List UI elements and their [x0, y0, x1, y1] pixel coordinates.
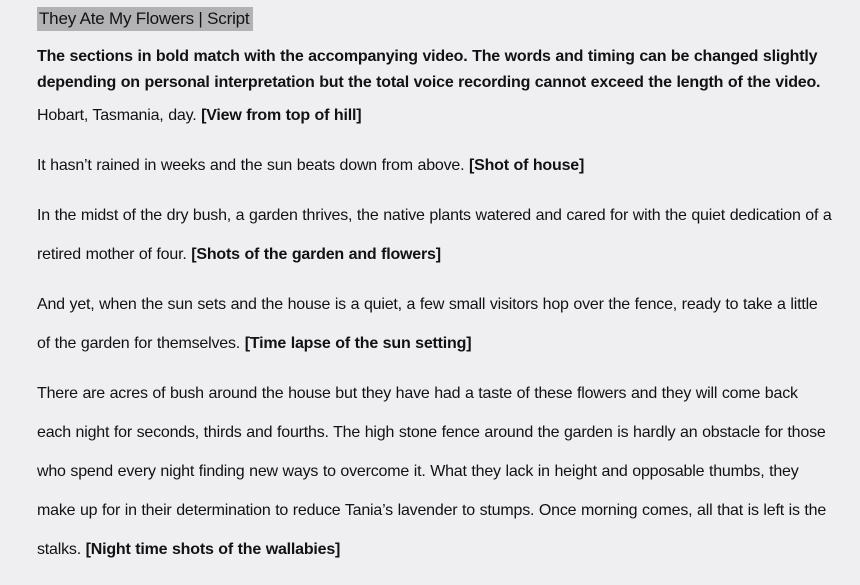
paragraph-script — [37, 285, 834, 363]
shot-direction-text: [View from top of hill] — [201, 107, 362, 124]
shot-direction-text: [Time lapse of the sun setting] — [244, 335, 472, 352]
shot-direction-text: [Shot of house] — [468, 157, 585, 174]
paragraph-script — [37, 196, 834, 274]
script-text: Hobart, Tasmania, day. — [37, 107, 202, 124]
document-title-highlighted-text: They Ate My Flowers | Script — [37, 7, 253, 31]
shot-direction-text: The sections in bold match with the accompanying video. The words and timing can be changed slightly depending on personal interpretation but the total voice recording cannot exceed the length of the video. — [37, 48, 821, 91]
script-text: In the midst of the dry bush, a garden thrives, the native plants watered and cared for with the quiet dedication of a retired mother of four. — [37, 207, 832, 263]
document-title — [37, 6, 834, 31]
script-text: There are acres of bush around the house but they have had a taste of these flowers and they will come back each night for seconds, thirds and fourths. The high stone fence around the garden is hardly an obstacle for those who spend every night finding new ways to overcome it. What they lack in height and opposable thumbs, they make up for in their determination to reduce Tania’s lavender to stumps. Once morning comes, all that is left is the stalks. — [37, 385, 827, 558]
paragraph-script — [37, 374, 834, 569]
shot-direction-text: [Shots of the garden and flowers] — [191, 246, 441, 263]
document-body — [37, 44, 834, 569]
paragraph-script — [37, 96, 834, 135]
shot-direction-text: [Night time shots of the wallabies] — [85, 541, 341, 558]
paragraph-instructions — [37, 44, 834, 96]
script-text: It hasn’t rained in weeks and the sun beats down from above. — [37, 157, 469, 174]
paragraph-script — [37, 146, 834, 185]
script-text: And yet, when the sun sets and the house is a quiet, a few small visitors hop over the fence, ready to take a little of the garden for themselves. — [37, 296, 818, 352]
